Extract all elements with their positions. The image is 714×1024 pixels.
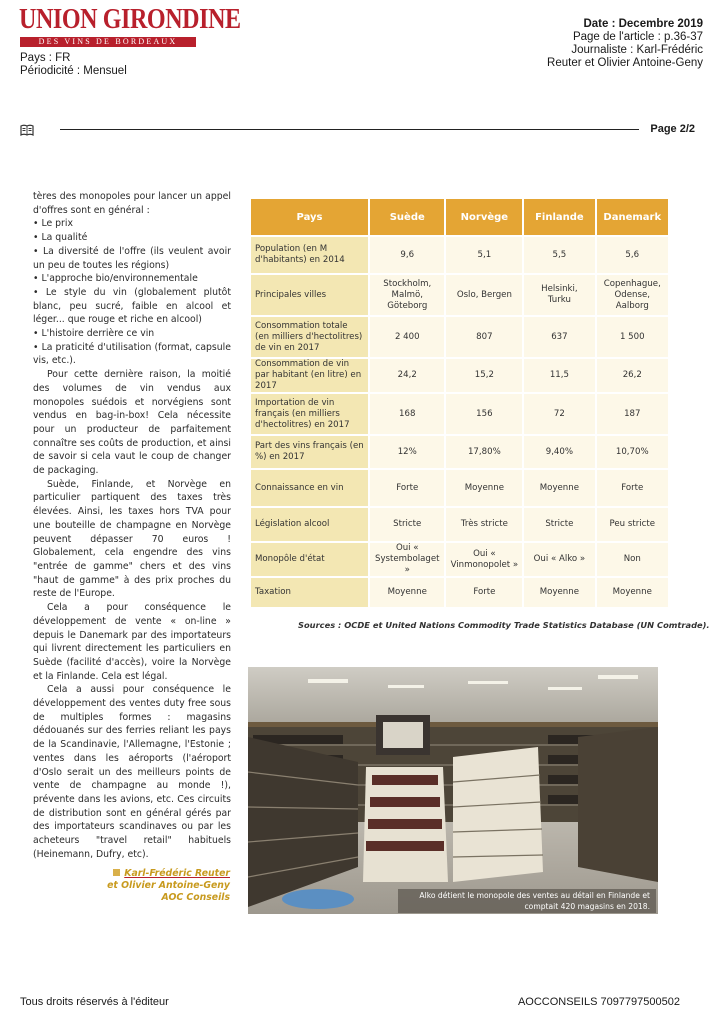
table-sources: Sources : OCDE et United Nations Commodity Trade Statistics Database (UN Comtrade). [298, 620, 710, 630]
table-cell: 10,70% [597, 436, 668, 468]
table-row [251, 275, 668, 315]
table-cell: Non [597, 543, 668, 576]
article-intro: tères des monopoles pour lancer un appel d'offres sont en général : [33, 191, 231, 216]
article-page-label: Page de l'article : p.36-37 [572, 31, 703, 43]
table-cell: 5,1 [446, 237, 522, 273]
date-label: Date : Decembre 2019 [583, 18, 703, 30]
table-cell: 24,2 [370, 359, 444, 392]
table-cell: Moyenne [370, 578, 444, 607]
photo-caption: Alko détient le monopole des ventes au détail en Finlande et comptait 420 magasins en 2018. [398, 889, 656, 913]
list-item: • L'approche bio/environnementale [33, 272, 231, 286]
table-cell: Moyenne [446, 470, 522, 506]
row-label: Taxation [251, 578, 368, 607]
article-meta [538, 18, 703, 70]
table-cell: Oslo, Bergen [446, 275, 522, 315]
table-cell: 168 [370, 394, 444, 434]
footer-reference: AOCCONSEILS 7097797500502 [517, 996, 680, 1008]
store-photo-illustration [248, 667, 658, 914]
table-cell: Moyenne [597, 578, 668, 607]
table-row [251, 237, 668, 273]
table-row [251, 543, 668, 576]
list-item: • Le prix [33, 217, 231, 231]
table-cell: 15,2 [446, 359, 522, 392]
table-cell: Stricte [370, 508, 444, 541]
header-cell: Finlande [524, 199, 594, 235]
table-cell: Oui « Alko » [524, 543, 594, 576]
list-item: • Le style du vin (globalement plutôt blanc, peu sucré, faible en alcool et léger... que rouge et riche en alcool) [33, 286, 231, 327]
table-cell: Stricte [524, 508, 594, 541]
table-cell: Peu stricte [597, 508, 668, 541]
table-row [251, 470, 668, 506]
table-cell: 807 [446, 317, 522, 357]
table-cell: Copenhague, Odense, Aalborg [597, 275, 668, 315]
table-cell: Forte [446, 578, 522, 607]
article-body [33, 190, 231, 861]
table-row [251, 394, 668, 434]
footer-rights: Tous droits réservés à l'éditeur [20, 996, 169, 1008]
table-cell: Helsinki, Turku [524, 275, 594, 315]
store-photo [248, 667, 658, 914]
periodicity-label: Périodicité : Mensuel [20, 65, 127, 77]
square-bullet-icon [113, 869, 120, 876]
header-cell: Danemark [597, 199, 668, 235]
page-divider [60, 129, 639, 130]
newspaper-icon [20, 124, 34, 136]
row-label: Monopôle d'état [251, 543, 368, 576]
article-paragraph: Cela a pour conséquence le développement de vente « on-line » depuis le Danemark par des importateurs qui livrent directement les particuliers en Suède (facilité d'accès), voire la Norvège et la Finlande. Cela est légal. [33, 602, 231, 682]
row-label: Principales villes [251, 275, 368, 315]
table-cell: Très stricte [446, 508, 522, 541]
page-bar [20, 123, 695, 137]
list-item: • La diversité de l'offre (ils veulent avoir un peu de toutes les régions) [33, 245, 231, 272]
journalist-label: Journaliste : Karl-Frédéric [571, 44, 703, 56]
table-cell: 156 [446, 394, 522, 434]
table-cell: 5,5 [524, 237, 594, 273]
row-label: Population (en M d'habitants) en 2014 [251, 237, 368, 273]
newspaper-logo: UNION GIRONDINE [19, 4, 241, 35]
table-cell: 637 [524, 317, 594, 357]
table-cell: 9,40% [524, 436, 594, 468]
table-cell: 2 400 [370, 317, 444, 357]
table-cell: Moyenne [524, 578, 594, 607]
list-item: • La praticité d'utilisation (format, capsule vis, etc.). [33, 341, 231, 368]
header-cell: Pays [251, 199, 368, 235]
row-label: Consommation de vin par habitant (en litre) en 2017 [251, 359, 368, 392]
row-label: Connaissance en vin [251, 470, 368, 506]
table-cell: 26,2 [597, 359, 668, 392]
author-signature [60, 868, 230, 904]
row-label: Part des vins français (en %) en 2017 [251, 436, 368, 468]
table-cell: 187 [597, 394, 668, 434]
article-paragraph: Pour cette dernière raison, la moitié des volumes de vin vendus aux monopoles suédois et norvégiens sont vendus en bag-in-box! Cela nécessite pour un producteur de parfaitement connaître ses coûts de production, et ainsi de savoir si cela vaut le coup de changer de packaging. [33, 369, 231, 477]
header-cell: Suède [370, 199, 444, 235]
author-name-2: et Olivier Antoine-Geny [107, 880, 230, 891]
table-cell: Forte [370, 470, 444, 506]
table-cell: Forte [597, 470, 668, 506]
page-indicator: Page 2/2 [650, 123, 695, 135]
table-row [251, 578, 668, 607]
country-label: Pays : FR [20, 52, 71, 64]
journalist-names: Reuter et Olivier Antoine-Geny [547, 57, 703, 69]
table-cell: Oui « Vinmonopolet » [446, 543, 522, 576]
row-label: Législation alcool [251, 508, 368, 541]
article-paragraph: Suède, Finlande, et Norvège en particulier partiquent des taxes très élevées. Ainsi, les taxes hors TVA pour une bouteille de champagne en Norvège peuvent dépasser 70 euros ! Globalement, cela engendre des vins "entrée de gamme" chers et des vins "haut de gamme" à des prix proches du reste de l'Europe. [33, 478, 231, 600]
author-company: AOC Conseils [161, 892, 230, 903]
table-header-row [251, 199, 668, 235]
list-item: • L'histoire derrière ce vin [33, 327, 231, 341]
table-cell: 11,5 [524, 359, 594, 392]
table-cell: Moyenne [524, 470, 594, 506]
table-cell: 1 500 [597, 317, 668, 357]
article-paragraph: Cela a aussi pour conséquence le développement des ventes duty free sous de multiples formes : magasins dédouanés sur des ferries reliant les pays de la Scandinavie, l'Allemagne, l'Estonie ; ventes dans les aéroports (l'aéroport d'Oslo serait un des meilleurs points de vente de champagne au monde !), prévente dans les avions, etc. Ces circuits de distribution sont en général gérés par des importateurs scandinaves ou par les acheteurs "travel retail" habituels (Heinemann, Dufry, etc). [33, 684, 231, 860]
table-cell: 72 [524, 394, 594, 434]
publication-meta [20, 52, 127, 78]
row-label: Consommation totale (en milliers d'hectolitres) de vin en 2017 [251, 317, 368, 357]
criteria-list [33, 217, 231, 368]
table-cell: 9,6 [370, 237, 444, 273]
header-cell: Norvège [446, 199, 522, 235]
list-item: • La qualité [33, 231, 231, 245]
table-row [251, 436, 668, 468]
country-comparison-table [249, 197, 670, 609]
author-name-1: Karl-Frédéric Reuter [124, 868, 230, 879]
table-row [251, 508, 668, 541]
newspaper-logo-subtitle: DES VINS DE BORDEAUX [20, 37, 196, 47]
table-cell: 5,6 [597, 237, 668, 273]
table-cell: Stockholm, Malmö, Göteborg [370, 275, 444, 315]
row-label: Importation de vin français (en milliers d'hectolitres) en 2017 [251, 394, 368, 434]
table-cell: Oui « Systembolaget » [370, 543, 444, 576]
table-row [251, 359, 668, 392]
table-cell: 12% [370, 436, 444, 468]
table-cell: 17,80% [446, 436, 522, 468]
table-row [251, 317, 668, 357]
